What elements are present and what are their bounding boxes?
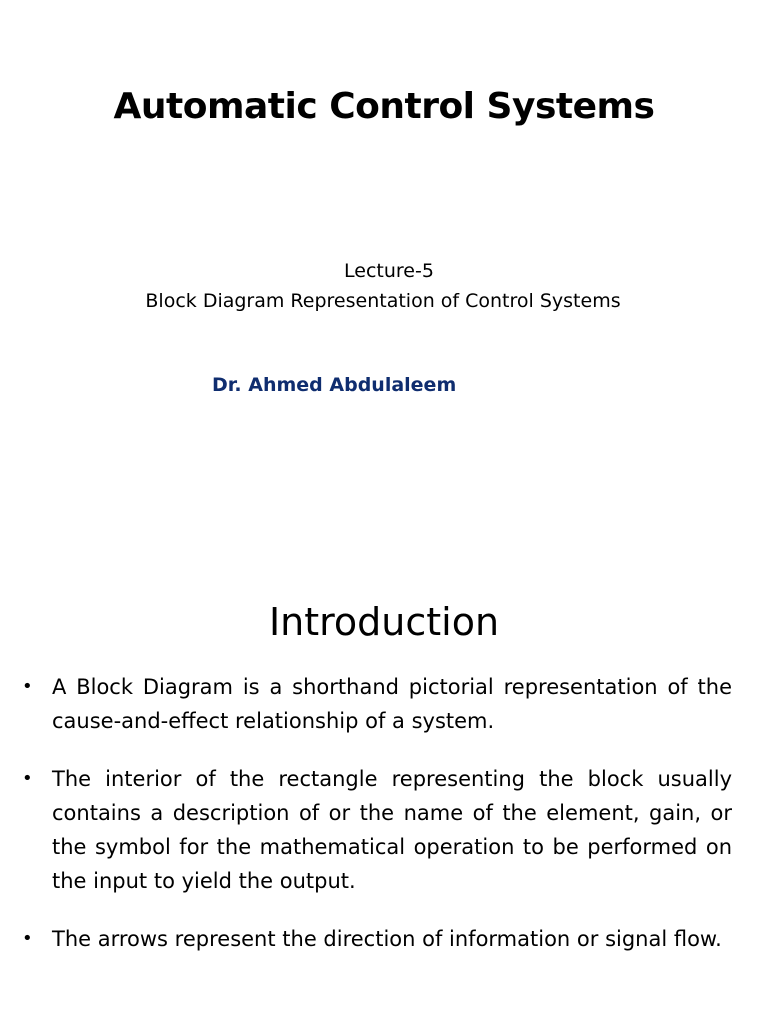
lecture-topic: Block Diagram Representation of Control Systems	[145, 290, 621, 312]
bullet-icon: •	[22, 676, 33, 697]
bullet-item	[22, 922, 732, 956]
bullet-text: The interior of the rectangle representing the block usually contains a description of or the name of the element, gain, or the symbol for the mathematical operation to be performed on the input to yield the output.	[52, 767, 732, 893]
presentation-title: Automatic Control Systems	[113, 86, 655, 127]
bullet-text: The arrows represent the direction of information or signal flow.	[52, 927, 722, 951]
author-name: Dr. Ahmed Abdulaleem	[212, 374, 457, 396]
bullet-text: A Block Diagram is a shorthand pictorial representation of the cause-and-effect relationship of a system.	[52, 675, 732, 733]
slide-heading: Introduction	[268, 600, 500, 644]
bullet-item	[22, 670, 732, 738]
bullet-item	[22, 762, 732, 898]
lecture-number: Lecture-5	[344, 260, 434, 282]
bullet-icon: •	[22, 768, 33, 789]
introduction-slide	[0, 580, 768, 1024]
bullet-icon: •	[22, 928, 33, 949]
bullet-list	[22, 670, 732, 980]
